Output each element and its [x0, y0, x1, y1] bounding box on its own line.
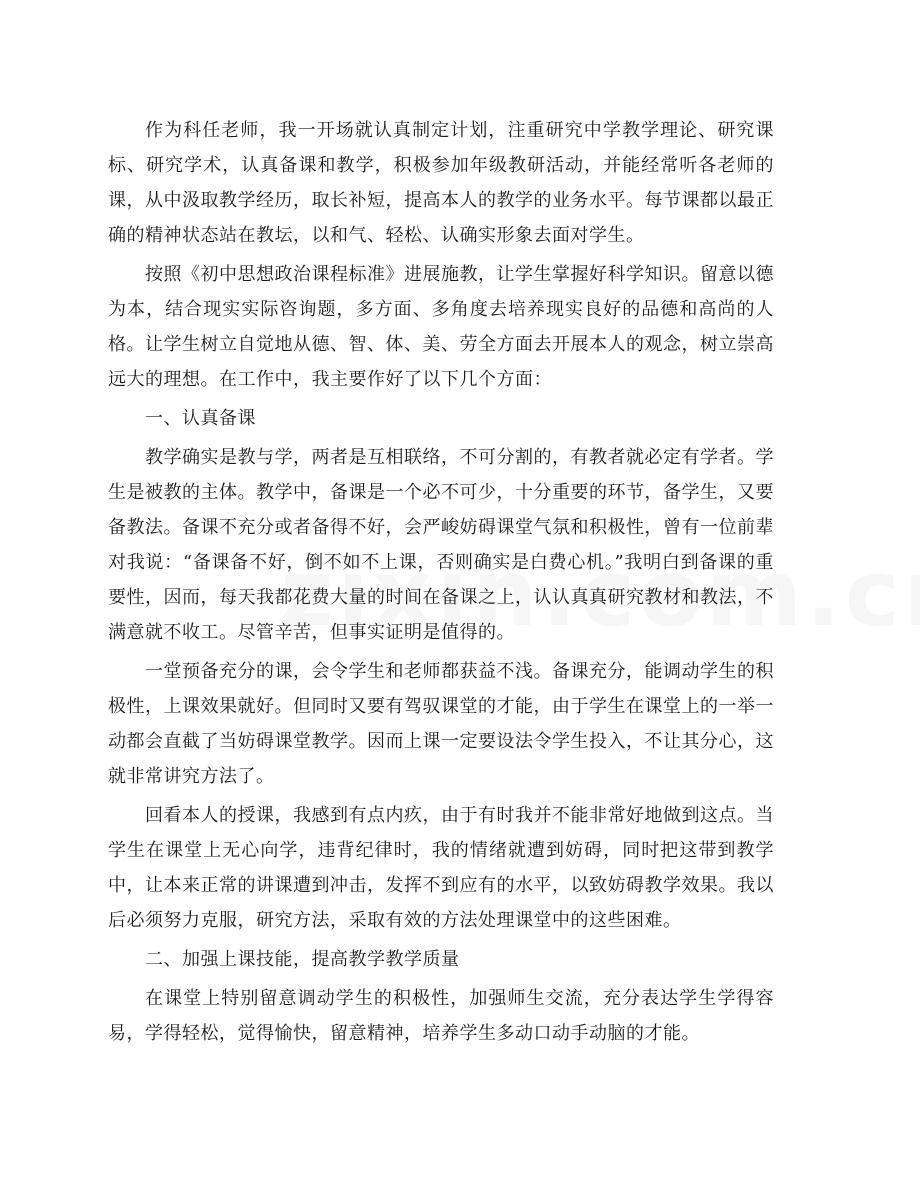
- paragraph-curriculum: 按照《初中思想政治课程标准》进展施教，让学生掌握好科学知识。留意以德为本，结合现实实际咨询题，多方面、多角度去培养现实良好的品德和高尚的人格。让学生树立自觉地从德、智、体、美、劳全方面去开展本人的观念，树立崇高远大的理想。在工作中，我主要作好了以下几个方面：: [108, 264, 774, 390]
- paragraph-classroom: 在课堂上特别留意调动学生的积极性，加强师生交流，充分表达学生学得容易，学得轻松，觉得愉快，留意精神，培养学生多动口动手动脑的才能。: [108, 988, 774, 1044]
- section-heading-1: 一、认真备课: [145, 408, 256, 429]
- section-heading-2: 二、加强上课技能，提高教学教学质量: [145, 949, 460, 970]
- paragraph-prepared-lesson: 一堂预备充分的课，会令学生和老师都获益不浅。备课充分，能调动学生的积极性，上课效果就好。但同时又要有驾驭课堂的才能，由于学生在课堂上的一举一动都会直截了当妨碍课堂教学。因而上课一定要设法令学生投入，不让其分心，这就非常讲究方法了。: [108, 661, 774, 787]
- paragraph-reflection: 回看本人的授课，我感到有点内疚，由于有时我并不能非常好地做到这点。当学生在课堂上无心向学，违背纪律时，我的情绪就遭到妨碍，同时把这带到教学中，让本来正常的讲课遭到冲击，发挥不到应有的水平，以致妨碍教学效果。我以后必须努力克服，研究方法，采取有效的方法处理课堂中的这些困难。: [108, 805, 774, 931]
- paragraph-intro: 作为科任老师，我一开场就认真制定计划，注重研究中学教学理论、研究课标、研究学术，认真备课和教学，积极参加年级教研活动，并能经常听各老师的课，从中汲取教学经历，取长补短，提高本人的教学的业务水平。每节课都以最正确的精神状态站在教坛，以和气、轻松、认确实形象去面对学生。: [108, 120, 774, 246]
- document-body: [108, 113, 774, 1051]
- paragraph-lesson-prep: 教学确实是教与学，两者是互相联络，不可分割的，有教者就必定有学者。学生是被教的主体。教学中，备课是一个必不可少，十分重要的环节，备学生，又要备教法。备课不充分或者备得不好，会严峻妨碍课堂气氛和积极性，曾有一位前辈对我说：“备课备不好，倒不如不上课，否则确实是白费心机。”我明白到备课的重要性，因而，每天我都花费大量的时间在备课之上，认认真真研究教材和教法，不满意就不收工。尽管辛苦，但事实证明是值得的。: [108, 447, 774, 643]
